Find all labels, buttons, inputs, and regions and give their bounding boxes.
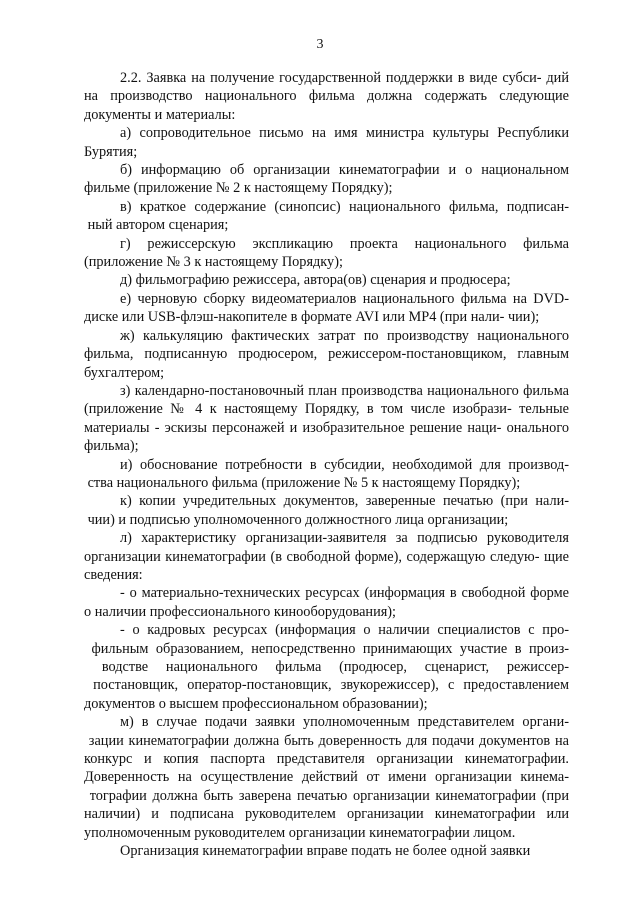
list-item-d: д) фильмографию режиссера, автора(ов) сценария и продюсера; bbox=[120, 272, 511, 289]
list-item-l: л) характеристику организации-заявителя за подписью руководителя организации кинематографии (в свободной форме), содержащую следую- щие сведения: bbox=[84, 530, 569, 583]
page-number: 3 bbox=[316, 37, 324, 52]
list-item-k: к) копии учредительных документов, заверенные печатью (при нали- чии) и подписью уполномоченного должностного лица организации; bbox=[84, 493, 569, 528]
list-item-zh: ж) калькуляцию фактических затрат по производству национального фильма, подписанную продюсером, режиссером-постановщиком, главным бухгалтером; bbox=[84, 327, 569, 381]
paragraph-application-limit: Организация кинематографии вправе подать не более одной заявки bbox=[120, 843, 531, 860]
list-item-v: в) краткое содержание (синопсис) национального фильма, подписан- ный автором сценария; bbox=[84, 198, 569, 234]
list-item-i: и) обоснование потребности в субсидии, необходимой для производ- ства национального фильма (приложение № 5 к настоящему Порядку); bbox=[84, 456, 569, 491]
paragraph-2-2-intro: 2.2. Заявка на получение государственной поддержки в виде субси- дий на производство национального фильма должна содержать следующие документы и материалы: bbox=[84, 70, 569, 123]
sub-item-material-resources: - о материально-технических ресурсах (информация в свободной форме о наличии профессионального кинооборудования); bbox=[84, 585, 569, 620]
list-item-a: а) сопроводительное письмо на имя министра культуры Республики Бурятия; bbox=[84, 125, 569, 160]
list-item-e: е) черновую сборку видеоматериалов национального фильма на DVD-диске или USB-флэш-накопителе в формате AVI или MP4 (при нали- чии); bbox=[84, 290, 569, 326]
list-item-m: м) в случае подачи заявки уполномоченным представителем органи- зации кинематографии должна быть доверенность для подачи документов на конкурс и копия паспорта представителя организации кинематографии. Доверенность на осуществление действий от имени организации кинема- тографии должна быть заверена печатью организации кинематографии (при наличии) и подписана руководителем организации кинематографии или уполномоченным руководителем организации кинематографии лицом. bbox=[84, 714, 569, 841]
list-item-b: б) информацию об организации кинематографии и о национальном фильме (приложение № 2 к настоящему Порядку); bbox=[84, 162, 569, 197]
document-body bbox=[84, 69, 569, 860]
sub-item-personnel-resources: - о кадровых ресурсах (информация о наличии специалистов с про- фильным образованием, непосредственно принимающих участие в произ- водстве национального фильма (продюсер, сценарист, режиссер- постановщик, оператор-постановщик, звукорежиссер), с предоставлением документов о высшем профессиональном образовании); bbox=[84, 622, 569, 712]
list-item-z: з) календарно-постановочный план производства национального фильма (приложение № 4 к настоящему Порядку, в том числе изобрази- тельные материалы - эскизы персонажей и изобразительное решение наци- онального фильма); bbox=[84, 382, 569, 455]
list-item-g: г) режиссерскую экспликацию проекта национального фильма (приложение № 3 к настоящему Порядку); bbox=[84, 235, 569, 271]
